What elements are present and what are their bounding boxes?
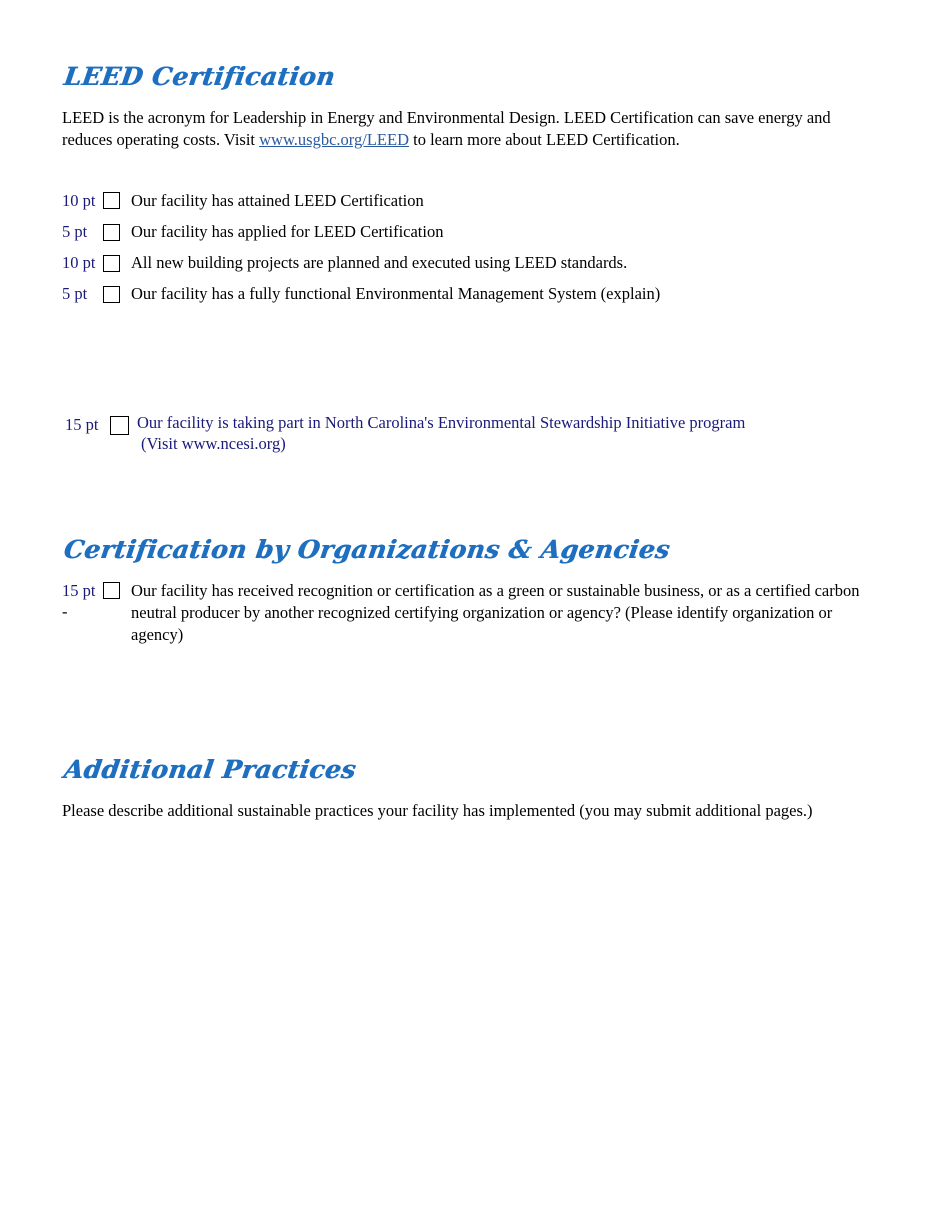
esi-item — [65, 412, 885, 458]
leed-new-buildings-label: All new building projects are planned and executed using LEED standards. — [131, 253, 628, 272]
certification-item — [62, 580, 892, 646]
leed-intro-line-2 — [62, 129, 892, 151]
esi-label-line-2: (Visit www.ncesi.org) — [141, 434, 286, 453]
leed-intro-text-after: to learn more about LEED Certification. — [408, 130, 680, 149]
certification-heading: Certification by Organizations & Agencies — [62, 535, 672, 564]
leed-intro-paragraph — [62, 107, 892, 151]
additional-practices-heading: Additional Practices — [62, 755, 358, 784]
esi-checkbox[interactable] — [110, 416, 129, 435]
points-label: 5 pt — [62, 284, 88, 303]
leed-item-applied — [62, 221, 882, 243]
additional-practices-text: Please describe additional sustainable practices your facility has implemented (you may submit additional pages.) — [62, 801, 813, 820]
leed-item-ems — [62, 283, 882, 305]
points-label: 15 pt — [62, 581, 96, 600]
leed-item-new-buildings — [62, 252, 882, 274]
leed-applied-checkbox[interactable] — [103, 224, 120, 241]
leed-ems-checkbox[interactable] — [103, 286, 120, 303]
leed-intro-text-before: reduces operating costs. Visit — [62, 130, 260, 149]
certification-checkbox[interactable] — [103, 582, 120, 599]
usgbc-leed-link[interactable]: www.usgbc.org/LEED — [259, 130, 409, 149]
leed-ems-label: Our facility has a fully functional Environmental Management System (explain) — [131, 284, 661, 303]
points-label: 5 pt — [62, 222, 88, 241]
leed-new-buildings-checkbox[interactable] — [103, 255, 120, 272]
leed-certification-heading: LEED Certification — [62, 62, 337, 91]
dash-marker: - — [62, 602, 68, 621]
certification-label-line-3: agency) — [131, 625, 184, 644]
points-label: 10 pt — [62, 253, 96, 272]
points-label: 15 pt — [65, 415, 99, 434]
certification-label-line-1: Our facility has received recognition or certification as a green or sustainable business, or as a certified carbon — [131, 581, 860, 600]
esi-label-line-1: Our facility is taking part in North Carolina's Environmental Stewardship Initiative program — [137, 413, 746, 432]
certification-label-line-2: neutral producer by another recognized certifying organization or agency? (Please identify organization or — [131, 603, 833, 622]
leed-intro-line-1: LEED is the acronym for Leadership in Energy and Environmental Design. LEED Certification can save energy and — [62, 108, 831, 127]
points-label: 10 pt — [62, 191, 96, 210]
leed-attained-checkbox[interactable] — [103, 192, 120, 209]
leed-applied-label: Our facility has applied for LEED Certification — [131, 222, 444, 241]
leed-item-attained — [62, 190, 882, 212]
leed-attained-label: Our facility has attained LEED Certification — [131, 191, 424, 210]
